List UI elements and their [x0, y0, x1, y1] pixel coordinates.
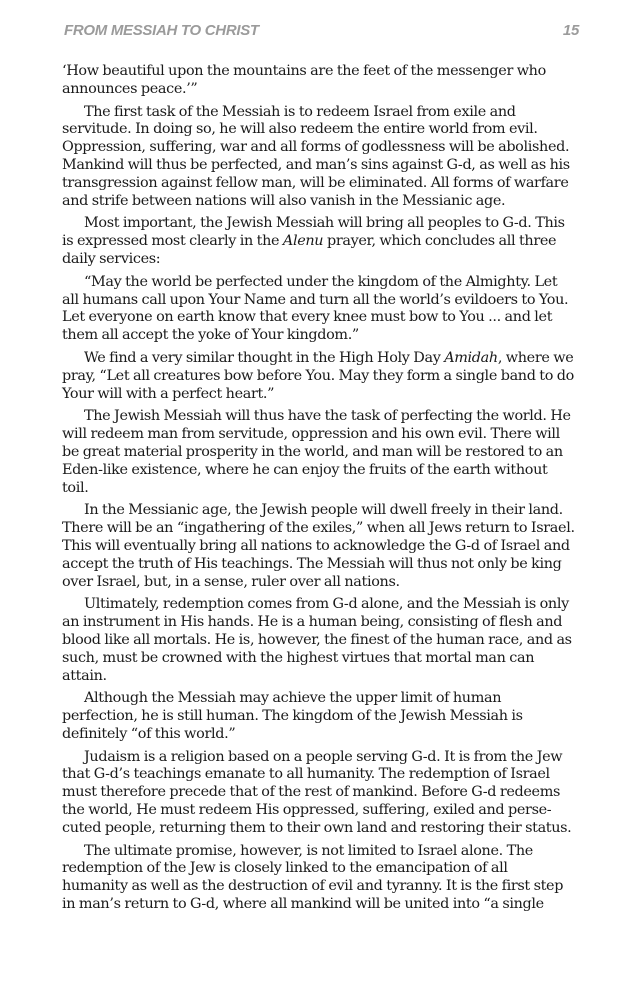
block-quote: “May the world be perfected under the kingdom of the Almighty. Let all humans call upon Your Name and turn all the world’s evildoers to You. Let everyone on earth know that every knee must bow to You ... and let them all accept the yoke of Your kingdom.”: [62, 273, 569, 344]
paragraph-text: prayer, which concludes all three daily services:: [62, 233, 557, 267]
paragraph-text: , where we pray, “Let all creatures bow before You. May they form a single band to do Your will with a perfect heart.”: [62, 349, 574, 402]
paragraph: The ultimate promise, however, is not limited to Israel alone. The redemption of the Jew is closely linked to the emancipation of all humanity as well as the destruction of evil and tyranny. It is the first step in man’s return to G-d, where all mankind will be united into “a single: [62, 842, 564, 913]
paragraph: Although the Messiah may achieve the upper limit of human perfection, he is still human. The kingdom of the Jewish Messiah is definitely “of this world.”: [62, 690, 523, 742]
paragraph: The first task of the Messiah is to redeem Israel from exile and servitude. In doing so, he will also redeem the entire world from evil. Oppression, suffering, war and all forms of godlessness will be abolished. Mankind will thus be perfected, and man’s sins against G-d, as well as his transgression against fellow man, will be eliminated. All forms of warfare and strife between nations will also vanish in the Messianic age.: [62, 103, 570, 209]
prayer-name: Alenu: [282, 233, 324, 250]
paragraph: [62, 215, 576, 268]
page-header: [64, 22, 579, 42]
running-title: FROM MESSIAH TO CHRIST: [64, 22, 259, 39]
paragraph-text: We find a very similar thought in the High Holy Day: [84, 349, 445, 366]
paragraph: [62, 350, 576, 403]
page-number: 15: [562, 22, 579, 39]
body-text: [62, 63, 576, 919]
paragraph: Ultimately, redemption comes from G-d alone, and the Messiah is only an instrument in His hands. He is a human being, consisting of flesh and blood like all mortals. He is, however, the finest of the human race, and as such, must be crowned with the highest virtues that mortal man can attain.: [62, 596, 572, 684]
paragraph: The Jewish Messiah will thus have the task of perfecting the world. He will redeem man from servitude, oppression and his own evil. There will be great material prosperity in the world, and man will be restored to an Eden-like existence, where he can enjoy the fruits of the earth without toil.: [62, 408, 571, 496]
paragraph: In the Messianic age, the Jewish people will dwell freely in their land. There will be an “ingathering of the exiles,” when all Jews return to Israel. This will eventually bring all nations to acknowledge the G-d of Israel and accept the truth of His teachings. The Messiah will thus not only be king over Israel, but, in a sense, ruler over all nations.: [62, 502, 575, 590]
paragraph: ‘How beautiful upon the mountains are the feet of the messenger who announces peace.’”: [62, 63, 546, 97]
paragraph: Judaism is a religion based on a people serving G-d. It is from the Jew that G-d’s teachings emanate to all humanity. The redemption of Israel must therefore precede that of the rest of mankind. Before G-d redeems the world, He must redeem His oppressed, suffering, exiled and perse-cuted people, returning them to their own land and restoring their status.: [62, 748, 572, 836]
paragraph-text: Most important, the Jewish Messiah will bring all peoples to G-d. This is expressed most clearly in the: [62, 215, 565, 250]
prayer-name: Amidah: [444, 349, 498, 366]
